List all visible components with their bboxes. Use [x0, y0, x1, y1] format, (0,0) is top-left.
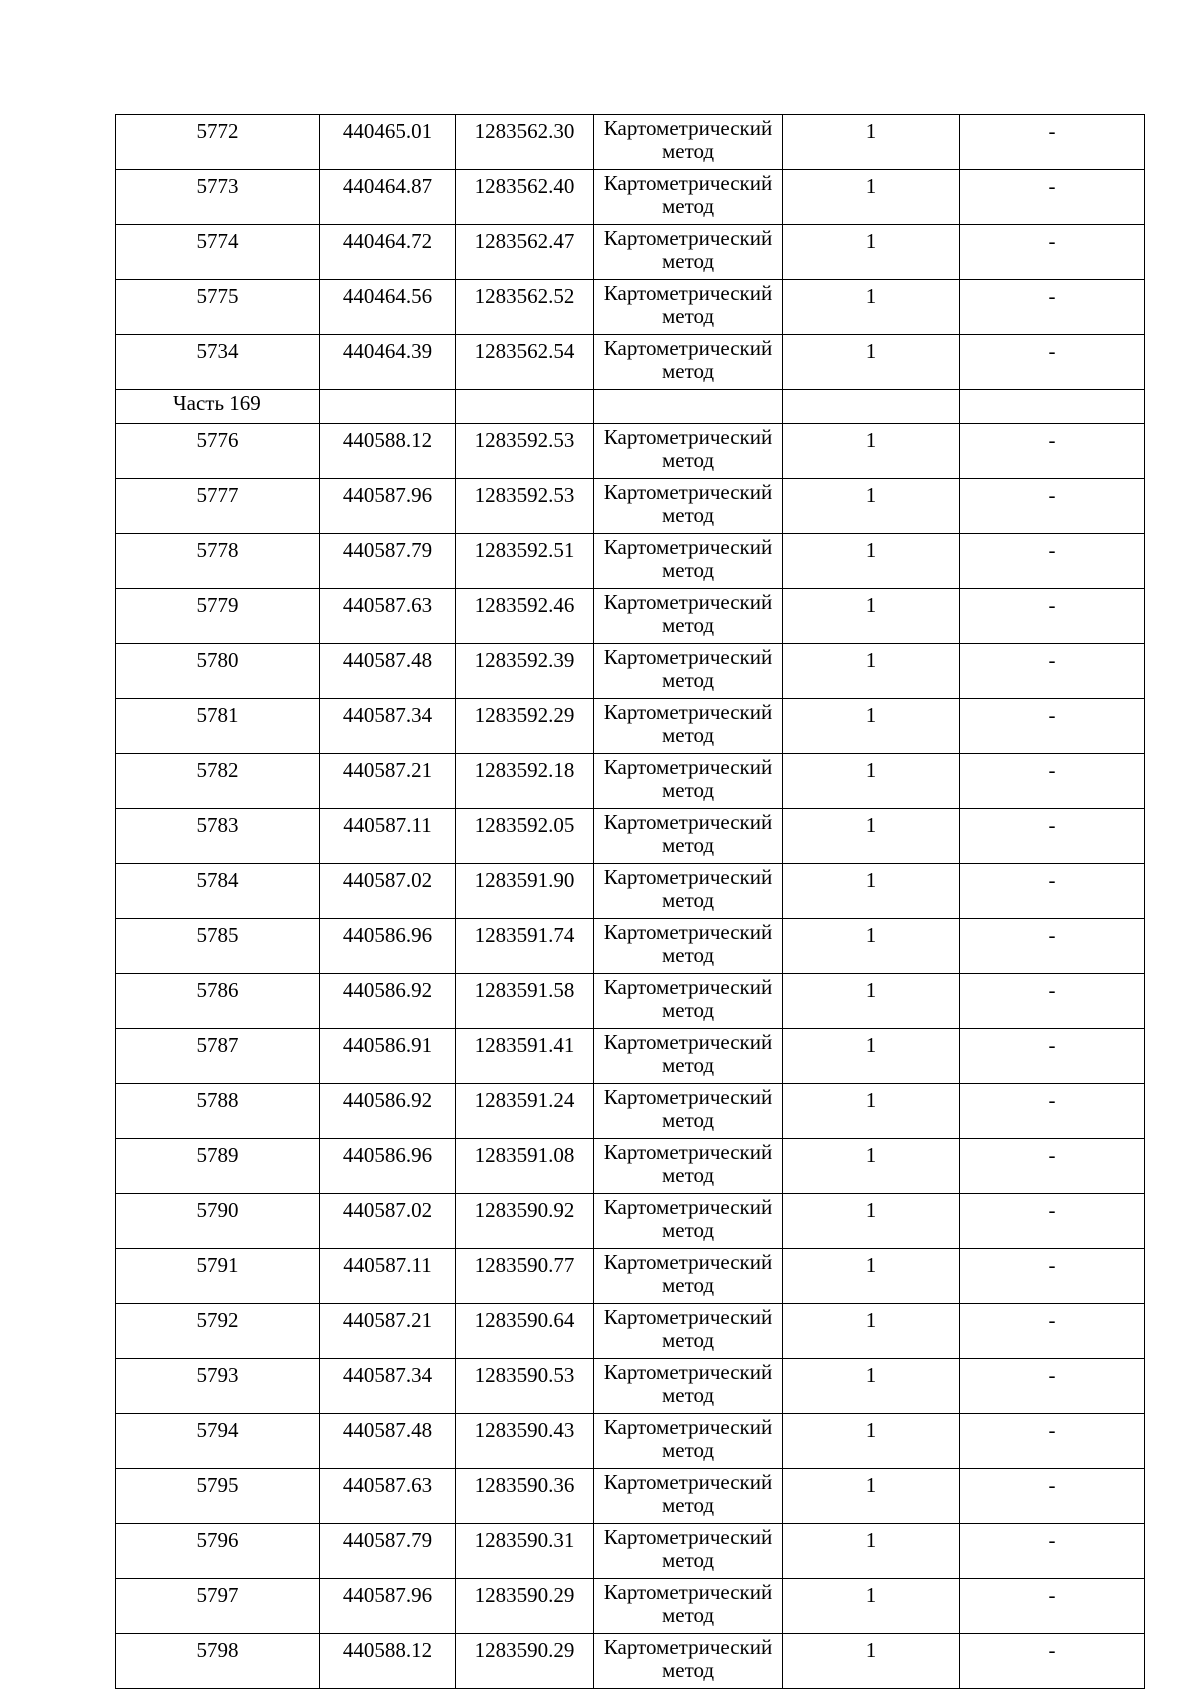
note-cell: - [960, 1304, 1145, 1359]
table-row [116, 479, 1145, 534]
x-coordinate-cell: 440587.02 [320, 1194, 456, 1249]
accuracy-cell: 1 [783, 225, 960, 280]
point-number-cell: 5777 [116, 479, 320, 534]
table-row [116, 225, 1145, 280]
note-cell: - [960, 335, 1145, 390]
note-cell: - [960, 974, 1145, 1029]
note-cell: - [960, 1249, 1145, 1304]
accuracy-cell: 1 [783, 534, 960, 589]
method-cell [594, 225, 783, 280]
method-line-1: Картометрический [603, 645, 773, 669]
x-coordinate-cell: 440587.21 [320, 1304, 456, 1359]
method-cell [594, 1414, 783, 1469]
accuracy-cell: 1 [783, 1029, 960, 1084]
x-coordinate-cell: 440587.96 [320, 1579, 456, 1634]
table-row [116, 974, 1145, 1029]
note-cell: - [960, 280, 1145, 335]
method-line-1: Картометрический [603, 1580, 773, 1604]
point-number-cell: 5776 [116, 424, 320, 479]
method-cell [594, 1249, 783, 1304]
y-coordinate-cell: 1283590.31 [456, 1524, 594, 1579]
y-coordinate-cell: 1283590.53 [456, 1359, 594, 1414]
accuracy-cell: 1 [783, 1084, 960, 1139]
x-coordinate-cell: 440464.56 [320, 280, 456, 335]
point-number-cell: 5779 [116, 589, 320, 644]
y-coordinate-cell: 1283591.74 [456, 919, 594, 974]
note-cell: - [960, 479, 1145, 534]
y-coordinate-cell: 1283592.29 [456, 699, 594, 754]
section-label-cell: Часть 169 [116, 390, 320, 424]
point-number-cell: 5773 [116, 170, 320, 225]
accuracy-cell: 1 [783, 424, 960, 479]
y-coordinate-cell: 1283562.30 [456, 115, 594, 170]
note-cell: - [960, 1579, 1145, 1634]
empty-cell [320, 390, 456, 424]
table-row [116, 809, 1145, 864]
x-coordinate-cell: 440587.63 [320, 1469, 456, 1524]
y-coordinate-cell: 1283590.92 [456, 1194, 594, 1249]
method-cell [594, 974, 783, 1029]
x-coordinate-cell: 440586.96 [320, 919, 456, 974]
table-row [116, 1249, 1145, 1304]
x-coordinate-cell: 440587.48 [320, 644, 456, 699]
method-line-1: Картометрический [603, 810, 773, 834]
method-cell [594, 809, 783, 864]
x-coordinate-cell: 440586.92 [320, 974, 456, 1029]
method-cell [594, 1524, 783, 1579]
method-line-1: Картометрический [603, 1470, 773, 1494]
table-row [116, 1579, 1145, 1634]
method-line-1: Картометрический [603, 1305, 773, 1329]
table-row [116, 1194, 1145, 1249]
table-row [116, 1304, 1145, 1359]
accuracy-cell: 1 [783, 170, 960, 225]
note-cell: - [960, 225, 1145, 280]
point-number-cell: 5786 [116, 974, 320, 1029]
x-coordinate-cell: 440587.11 [320, 809, 456, 864]
accuracy-cell: 1 [783, 115, 960, 170]
accuracy-cell: 1 [783, 1524, 960, 1579]
point-number-cell: 5794 [116, 1414, 320, 1469]
point-number-cell: 5784 [116, 864, 320, 919]
method-line-2: метод [661, 558, 715, 582]
point-number-cell: 5796 [116, 1524, 320, 1579]
method-line-2: метод [661, 1273, 715, 1297]
method-line-2: метод [661, 833, 715, 857]
method-line-1: Картометрический [603, 116, 773, 140]
table-row [116, 1634, 1145, 1689]
note-cell: - [960, 644, 1145, 699]
point-number-cell: 5791 [116, 1249, 320, 1304]
accuracy-cell: 1 [783, 280, 960, 335]
method-cell [594, 479, 783, 534]
empty-cell [783, 390, 960, 424]
method-cell [594, 1084, 783, 1139]
note-cell: - [960, 699, 1145, 754]
method-line-2: метод [661, 448, 715, 472]
accuracy-cell: 1 [783, 335, 960, 390]
method-cell [594, 335, 783, 390]
method-line-1: Картометрический [603, 171, 773, 195]
table-row [116, 1524, 1145, 1579]
method-cell [594, 1634, 783, 1689]
method-cell [594, 589, 783, 644]
method-line-2: метод [661, 1053, 715, 1077]
accuracy-cell: 1 [783, 919, 960, 974]
method-cell [594, 534, 783, 589]
y-coordinate-cell: 1283562.54 [456, 335, 594, 390]
accuracy-cell: 1 [783, 1414, 960, 1469]
empty-cell [456, 390, 594, 424]
method-cell [594, 424, 783, 479]
note-cell: - [960, 589, 1145, 644]
y-coordinate-cell: 1283562.52 [456, 280, 594, 335]
method-line-1: Картометрический [603, 1195, 773, 1219]
empty-cell [594, 390, 783, 424]
table-row [116, 589, 1145, 644]
x-coordinate-cell: 440587.34 [320, 1359, 456, 1414]
note-cell: - [960, 1469, 1145, 1524]
y-coordinate-cell: 1283592.39 [456, 644, 594, 699]
point-number-cell: 5734 [116, 335, 320, 390]
point-number-cell: 5783 [116, 809, 320, 864]
method-cell [594, 919, 783, 974]
note-cell: - [960, 170, 1145, 225]
method-line-2: метод [661, 668, 715, 692]
method-line-2: метод [661, 359, 715, 383]
note-cell: - [960, 864, 1145, 919]
x-coordinate-cell: 440464.72 [320, 225, 456, 280]
method-line-2: метод [661, 139, 715, 163]
accuracy-cell: 1 [783, 1304, 960, 1359]
method-line-2: метод [661, 1328, 715, 1352]
point-number-cell: 5788 [116, 1084, 320, 1139]
table-row [116, 919, 1145, 974]
y-coordinate-cell: 1283592.53 [456, 479, 594, 534]
method-line-1: Картометрический [603, 1085, 773, 1109]
x-coordinate-cell: 440586.96 [320, 1139, 456, 1194]
y-coordinate-cell: 1283590.36 [456, 1469, 594, 1524]
method-cell [594, 1139, 783, 1194]
table-row [116, 1469, 1145, 1524]
point-number-cell: 5793 [116, 1359, 320, 1414]
note-cell: - [960, 1524, 1145, 1579]
x-coordinate-cell: 440588.12 [320, 1634, 456, 1689]
accuracy-cell: 1 [783, 589, 960, 644]
method-cell [594, 1579, 783, 1634]
accuracy-cell: 1 [783, 809, 960, 864]
note-cell: - [960, 1414, 1145, 1469]
method-cell [594, 115, 783, 170]
table-row [116, 699, 1145, 754]
accuracy-cell: 1 [783, 644, 960, 699]
table-row [116, 1029, 1145, 1084]
method-line-1: Картометрический [603, 281, 773, 305]
point-number-cell: 5792 [116, 1304, 320, 1359]
table-row [116, 1414, 1145, 1469]
accuracy-cell: 1 [783, 1634, 960, 1689]
method-cell [594, 1469, 783, 1524]
table-row [116, 1359, 1145, 1414]
accuracy-cell: 1 [783, 864, 960, 919]
y-coordinate-cell: 1283592.53 [456, 424, 594, 479]
note-cell: - [960, 1194, 1145, 1249]
method-line-1: Картометрический [603, 1415, 773, 1439]
note-cell: - [960, 754, 1145, 809]
method-cell [594, 280, 783, 335]
note-cell: - [960, 1359, 1145, 1414]
method-line-1: Картометрический [603, 1360, 773, 1384]
note-cell: - [960, 1029, 1145, 1084]
note-cell: - [960, 115, 1145, 170]
x-coordinate-cell: 440586.92 [320, 1084, 456, 1139]
method-line-2: метод [661, 998, 715, 1022]
point-number-cell: 5785 [116, 919, 320, 974]
y-coordinate-cell: 1283591.41 [456, 1029, 594, 1084]
y-coordinate-cell: 1283562.47 [456, 225, 594, 280]
method-line-2: метод [661, 304, 715, 328]
method-line-2: метод [661, 1218, 715, 1242]
table-row [116, 534, 1145, 589]
table-row [116, 1084, 1145, 1139]
method-line-2: метод [661, 1658, 715, 1682]
point-number-cell: 5780 [116, 644, 320, 699]
method-line-1: Картометрический [603, 1250, 773, 1274]
y-coordinate-cell: 1283590.43 [456, 1414, 594, 1469]
y-coordinate-cell: 1283592.18 [456, 754, 594, 809]
method-line-2: метод [661, 943, 715, 967]
x-coordinate-cell: 440587.79 [320, 1524, 456, 1579]
method-cell [594, 699, 783, 754]
method-cell [594, 1029, 783, 1084]
method-line-1: Картометрический [603, 1140, 773, 1164]
table-row [116, 644, 1145, 699]
accuracy-cell: 1 [783, 754, 960, 809]
x-coordinate-cell: 440587.11 [320, 1249, 456, 1304]
table-row [116, 1139, 1145, 1194]
y-coordinate-cell: 1283591.24 [456, 1084, 594, 1139]
method-cell [594, 644, 783, 699]
y-coordinate-cell: 1283590.29 [456, 1579, 594, 1634]
x-coordinate-cell: 440588.12 [320, 424, 456, 479]
x-coordinate-cell: 440587.21 [320, 754, 456, 809]
method-line-1: Картометрический [603, 590, 773, 614]
table-row [116, 170, 1145, 225]
accuracy-cell: 1 [783, 1249, 960, 1304]
x-coordinate-cell: 440587.96 [320, 479, 456, 534]
method-line-2: метод [661, 1548, 715, 1572]
method-line-2: метод [661, 1108, 715, 1132]
method-cell [594, 1194, 783, 1249]
method-line-2: метод [661, 1163, 715, 1187]
table-row [116, 115, 1145, 170]
method-line-2: метод [661, 1383, 715, 1407]
method-cell [594, 1304, 783, 1359]
point-number-cell: 5797 [116, 1579, 320, 1634]
x-coordinate-cell: 440465.01 [320, 115, 456, 170]
method-line-1: Картометрический [603, 755, 773, 779]
method-line-2: метод [661, 1603, 715, 1627]
point-number-cell: 5789 [116, 1139, 320, 1194]
accuracy-cell: 1 [783, 1139, 960, 1194]
point-number-cell: 5774 [116, 225, 320, 280]
method-line-2: метод [661, 1493, 715, 1517]
x-coordinate-cell: 440464.87 [320, 170, 456, 225]
note-cell: - [960, 919, 1145, 974]
method-cell [594, 864, 783, 919]
point-number-cell: 5775 [116, 280, 320, 335]
method-line-2: метод [661, 778, 715, 802]
accuracy-cell: 1 [783, 699, 960, 754]
accuracy-cell: 1 [783, 1579, 960, 1634]
point-number-cell: 5782 [116, 754, 320, 809]
method-line-1: Картометрический [603, 336, 773, 360]
y-coordinate-cell: 1283591.58 [456, 974, 594, 1029]
table-row [116, 424, 1145, 479]
empty-cell [960, 390, 1145, 424]
point-number-cell: 5778 [116, 534, 320, 589]
method-line-2: метод [661, 194, 715, 218]
method-line-1: Картометрический [603, 1635, 773, 1659]
y-coordinate-cell: 1283592.05 [456, 809, 594, 864]
y-coordinate-cell: 1283590.64 [456, 1304, 594, 1359]
x-coordinate-cell: 440587.79 [320, 534, 456, 589]
y-coordinate-cell: 1283590.77 [456, 1249, 594, 1304]
point-number-cell: 5790 [116, 1194, 320, 1249]
method-line-1: Картометрический [603, 1525, 773, 1549]
method-line-2: метод [661, 249, 715, 273]
point-number-cell: 5787 [116, 1029, 320, 1084]
accuracy-cell: 1 [783, 1469, 960, 1524]
method-line-2: метод [661, 503, 715, 527]
coordinates-table [115, 114, 1145, 1689]
section-row [116, 390, 1145, 424]
method-line-1: Картометрический [603, 535, 773, 559]
method-cell [594, 170, 783, 225]
x-coordinate-cell: 440587.34 [320, 699, 456, 754]
note-cell: - [960, 1634, 1145, 1689]
accuracy-cell: 1 [783, 1359, 960, 1414]
accuracy-cell: 1 [783, 974, 960, 1029]
y-coordinate-cell: 1283591.08 [456, 1139, 594, 1194]
method-cell [594, 754, 783, 809]
method-line-1: Картометрический [603, 975, 773, 999]
table-row [116, 280, 1145, 335]
method-line-1: Картометрический [603, 226, 773, 250]
method-line-1: Картометрический [603, 920, 773, 944]
table-row [116, 335, 1145, 390]
note-cell: - [960, 1139, 1145, 1194]
method-line-1: Картометрический [603, 480, 773, 504]
x-coordinate-cell: 440464.39 [320, 335, 456, 390]
method-line-2: метод [661, 613, 715, 637]
x-coordinate-cell: 440587.02 [320, 864, 456, 919]
method-line-1: Картометрический [603, 425, 773, 449]
note-cell: - [960, 809, 1145, 864]
y-coordinate-cell: 1283592.46 [456, 589, 594, 644]
accuracy-cell: 1 [783, 479, 960, 534]
method-line-1: Картометрический [603, 1030, 773, 1054]
method-line-1: Картометрический [603, 865, 773, 889]
x-coordinate-cell: 440586.91 [320, 1029, 456, 1084]
point-number-cell: 5781 [116, 699, 320, 754]
y-coordinate-cell: 1283590.29 [456, 1634, 594, 1689]
y-coordinate-cell: 1283592.51 [456, 534, 594, 589]
coordinates-table-body [116, 115, 1145, 1689]
y-coordinate-cell: 1283591.90 [456, 864, 594, 919]
x-coordinate-cell: 440587.63 [320, 589, 456, 644]
note-cell: - [960, 1084, 1145, 1139]
point-number-cell: 5772 [116, 115, 320, 170]
method-line-2: метод [661, 723, 715, 747]
table-row [116, 864, 1145, 919]
x-coordinate-cell: 440587.48 [320, 1414, 456, 1469]
method-line-2: метод [661, 888, 715, 912]
accuracy-cell: 1 [783, 1194, 960, 1249]
method-cell [594, 1359, 783, 1414]
note-cell: - [960, 424, 1145, 479]
note-cell: - [960, 534, 1145, 589]
table-row [116, 754, 1145, 809]
method-line-1: Картометрический [603, 700, 773, 724]
point-number-cell: 5798 [116, 1634, 320, 1689]
point-number-cell: 5795 [116, 1469, 320, 1524]
method-line-2: метод [661, 1438, 715, 1462]
y-coordinate-cell: 1283562.40 [456, 170, 594, 225]
